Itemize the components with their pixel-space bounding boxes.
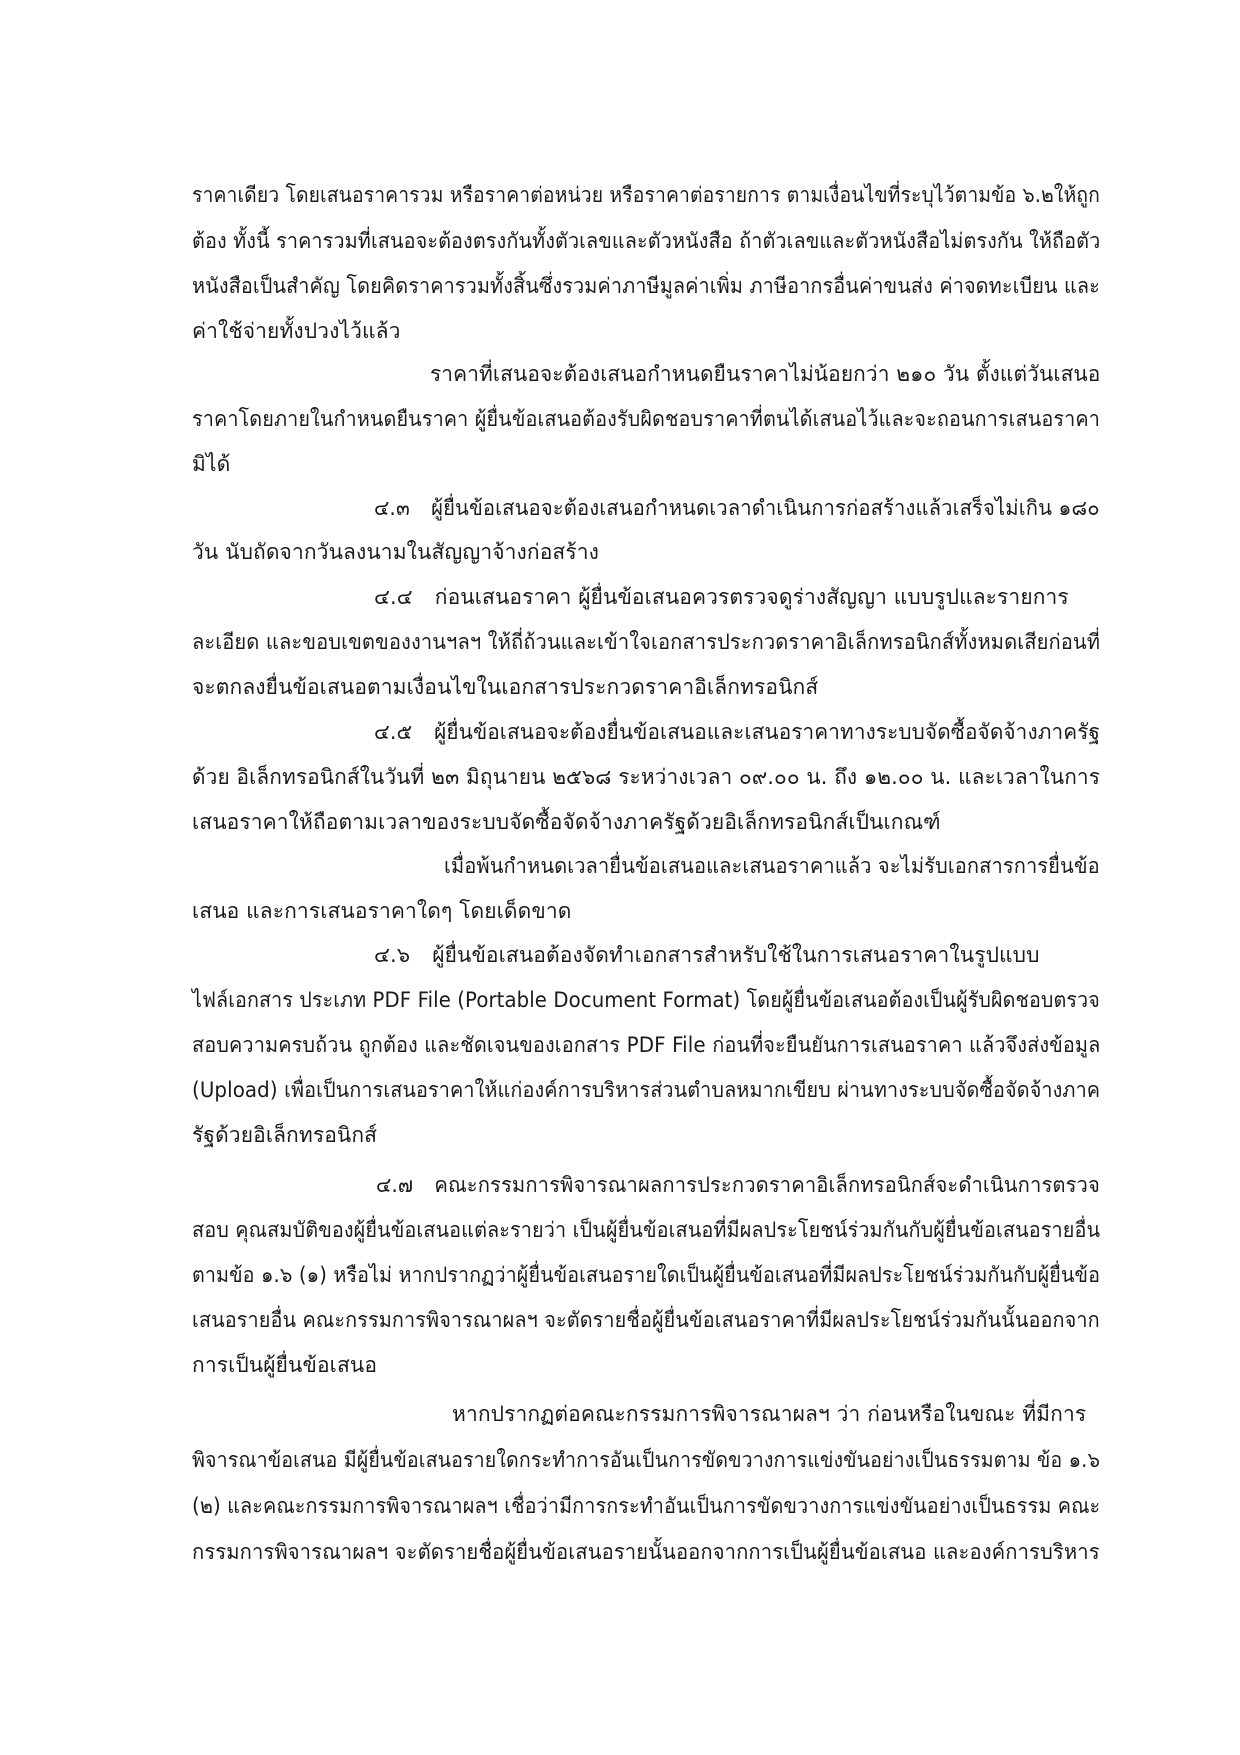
- item-text: ผู้ยื่นข้อเสนอจะต้องยื่นข้อเสนอและเสนอราคาทางระบบจัดซื้อจัดจ้างภาครัฐ: [434, 720, 1101, 744]
- text-line: ราคาที่เสนอจะต้องเสนอกำหนดยืนราคาไม่น้อยกว่า ๒๑๐ วัน ตั้งแต่วันเสนอ: [430, 362, 1101, 386]
- text-line: พิจารณาข้อเสนอ มีผู้ยื่นข้อเสนอรายใดกระทำการอันเป็นการขัดขวางการแข่งขันอย่างเป็นธรรมตาม ข้อ ๑.๖: [192, 1448, 1101, 1472]
- item-4-5-first-line: [374, 717, 1100, 749]
- item-4-7-first-line: [376, 1170, 1100, 1202]
- text-line: สอบ คุณสมบัติของผู้ยื่นข้อเสนอแต่ละรายว่า เป็นผู้ยื่นข้อเสนอที่มีผลประโยชน์ร่วมกันกับผู้ยื่นข้อเสนอรายอื่น: [192, 1218, 1101, 1242]
- text-line: วัน นับถัดจากวันลงนามในสัญญาจ้างก่อสร้าง: [192, 540, 599, 564]
- item-number: ๔.๗: [376, 1173, 414, 1197]
- item-4-3-first-line: [374, 493, 1100, 525]
- text-line: เสนอรายอื่น คณะกรรมการพิจารณาผลฯ จะตัดรายชื่อผู้ยื่นข้อเสนอราคาที่มีผลประโยชน์ร่วมกันนั้นออกจาก: [192, 1308, 1100, 1332]
- item-text: คณะกรรมการพิจารณาผลการประกวดราคาอิเล็กทรอนิกส์จะดำเนินการตรวจ: [434, 1173, 1100, 1197]
- item-4-6-first-line: [374, 940, 1040, 972]
- text-line: มิได้: [192, 452, 231, 476]
- text-line: หากปรากฏต่อคณะกรรมการพิจารณาผลฯ ว่า ก่อนหรือในขณะ ที่มีการ: [452, 1402, 1087, 1426]
- item-text: ผู้ยื่นข้อเสนอจะต้องเสนอกำหนดเวลาดำเนินการก่อสร้างแล้วเสร็จไม่เกิน ๑๘๐: [431, 496, 1100, 520]
- text-line: การเป็นผู้ยื่นข้อเสนอ: [192, 1353, 378, 1377]
- text-line: เสนอ และการเสนอราคาใดๆ โดยเด็ดขาด: [192, 899, 572, 923]
- text-line: ละเอียด และขอบเขตของงานฯลฯ ให้ถี่ถ้วนและเข้าใจเอกสารประกวดราคาอิเล็กทรอนิกส์ทั้งหมดเสียก่อนที่: [192, 630, 1101, 654]
- text-line: (๒) และคณะกรรมการพิจารณาผลฯ เชื่อว่ามีการกระทำอันเป็นการขัดขวางการแข่งขันอย่างเป็นธรรม คณะ: [192, 1494, 1101, 1518]
- text-line: ด้วย อิเล็กทรอนิกส์ในวันที่ ๒๓ มิถุนายน ๒๕๖๘ ระหว่างเวลา ๐๙.๐๐ น. ถึง ๑๒.๐๐ น. และเวลาในการ: [192, 765, 1101, 789]
- item-number: ๔.๖: [374, 943, 411, 967]
- text-line: ต้อง ทั้งนี้ ราคารวมที่เสนอจะต้องตรงกันทั้งตัวเลขและตัวหนังสือ ถ้าตัวเลขและตัวหนังสือไม่ตรงกัน ให้ถือตัว: [192, 229, 1101, 253]
- item-number: ๔.๕: [374, 720, 413, 744]
- text-line: สอบความครบถ้วน ถูกต้อง และชัดเจนของเอกสาร PDF File ก่อนที่จะยืนยันการเสนอราคา แล้วจึงส่งข้อมูล: [192, 1033, 1101, 1057]
- text-line: ไฟล์เอกสาร ประเภท PDF File (Portable Document Format) โดยผู้ยื่นข้อเสนอต้องเป็นผู้รับผิดชอบตรวจ: [192, 988, 1100, 1012]
- text-line: เสนอราคาให้ถือตามเวลาของระบบจัดซื้อจัดจ้างภาครัฐด้วยอิเล็กทรอนิกส์เป็นเกณฑ์: [192, 810, 941, 834]
- item-4-4-first-line: [374, 582, 1069, 614]
- text-line: ค่าใช้จ่ายทั้งปวงไว้แล้ว: [192, 319, 401, 343]
- text-line: ตามข้อ ๑.๖ (๑) หรือไม่ หากปรากฏว่าผู้ยื่นข้อเสนอรายใดเป็นผู้ยื่นข้อเสนอที่มีผลประโยชน์ร่วมกันกับผู้ยื่นข้อ: [192, 1263, 1100, 1287]
- item-text: ก่อนเสนอราคา ผู้ยื่นข้อเสนอควรตรวจดูร่างสัญญา แบบรูปและรายการ: [434, 585, 1069, 609]
- item-number: ๔.๔: [374, 585, 413, 609]
- text-line: (Upload) เพื่อเป็นการเสนอราคาให้แก่องค์การบริหารส่วนตำบลหมากเขียบ ผ่านทางระบบจัดซื้อจัดจ้างภาค: [192, 1078, 1101, 1102]
- text-line: ราคาโดยภายในกำหนดยืนราคา ผู้ยื่นข้อเสนอต้องรับผิดชอบราคาที่ตนได้เสนอไว้และจะถอนการเสนอราคา: [192, 407, 1100, 431]
- text-line: ราคาเดียว โดยเสนอราคารวม หรือราคาต่อหน่วย หรือราคาต่อรายการ ตามเงื่อนไขที่ระบุไว้ตามข้อ ๖.๒ให้ถูก: [192, 183, 1100, 207]
- text-line: จะตกลงยื่นข้อเสนอตามเงื่อนไขในเอกสารประกวดราคาอิเล็กทรอนิกส์: [192, 675, 819, 699]
- text-line: รัฐด้วยอิเล็กทรอนิกส์: [192, 1123, 378, 1147]
- text-line: เมื่อพ้นกำหนดเวลายื่นข้อเสนอและเสนอราคาแล้ว จะไม่รับเอกสารการยื่นข้อ: [444, 854, 1100, 878]
- text-line: กรรมการพิจารณาผลฯ จะตัดรายชื่อผู้ยื่นข้อเสนอรายนั้นออกจากการเป็นผู้ยื่นข้อเสนอ และองค์การบริหาร: [192, 1540, 1100, 1564]
- item-number: ๔.๓: [374, 496, 410, 520]
- item-text: ผู้ยื่นข้อเสนอต้องจัดทำเอกสารสำหรับใช้ในการเสนอราคาในรูปแบบ: [432, 943, 1040, 967]
- text-line: หนังสือเป็นสำคัญ โดยคิดราคารวมทั้งสิ้นซึ่งรวมค่าภาษีมูลค่าเพิ่ม ภาษีอากรอื่นค่าขนส่ง ค่าจดทะเบียน และ: [192, 274, 1100, 298]
